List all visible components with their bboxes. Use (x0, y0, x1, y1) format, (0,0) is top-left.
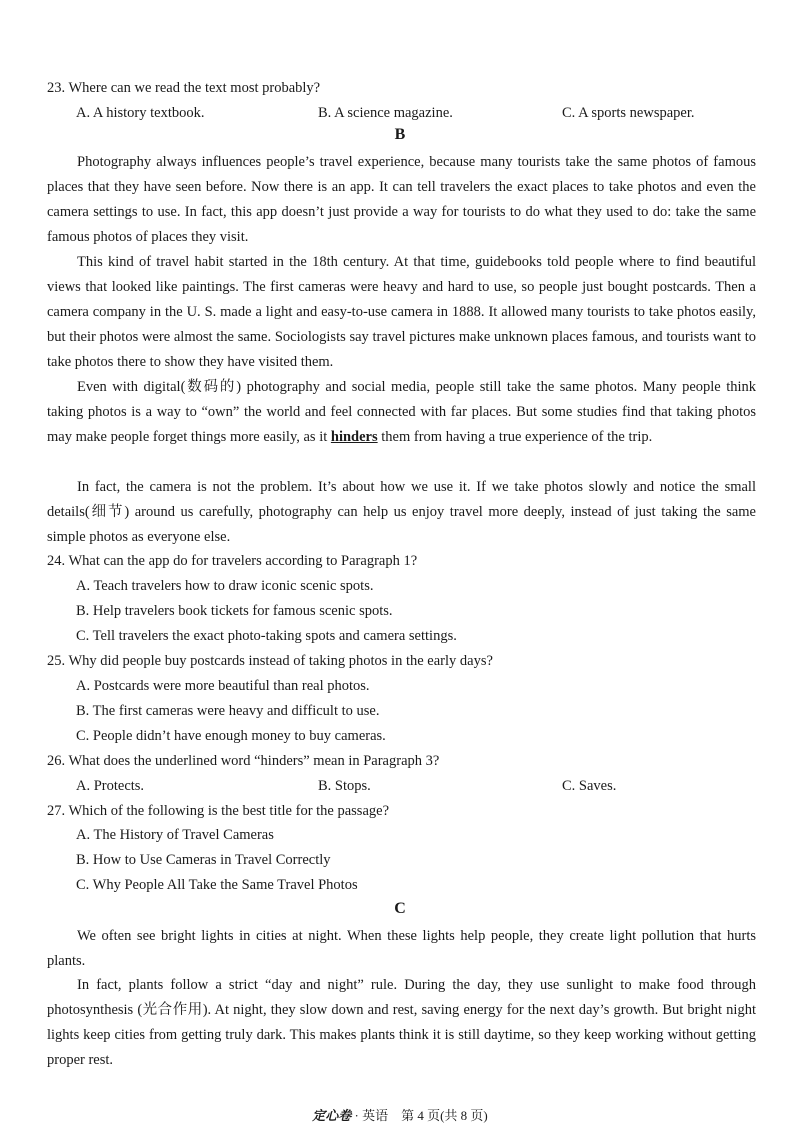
q27-option-a: A. The History of Travel Cameras (76, 827, 274, 843)
p3-text-before: Even with digital(数码的) photography and social media, people still take the same photos. Many people think taking photos is a way to “own” the world and feel connected with far places. But some studies find that taking photos may make people forget things more easily, as it (47, 379, 756, 445)
passage-b-paragraph-4: In fact, the camera is not the problem. It’s about how we use it. If we take photos slowly and notice the small details(细节) around us carefully, photography can help us enjoy travel more deeply, instead of just taking the same simple photos as everyone else. (47, 479, 756, 545)
footer-brand: 定心卷 (312, 1108, 352, 1123)
passage-c-paragraph-2: In fact, plants follow a strict “day and night” rule. During the day, they use sunlight to make food through photosynthesis (光合作用). At night, they slow down and rest, saving energy for the next day’s growth. But bright night lights keep cities from getting truly dark. This makes plants think it is still daytime, so they keep working without getting proper rest. (47, 977, 756, 1068)
q23-stem: 23. Where can we read the text most probably? (47, 80, 321, 96)
passage-b-paragraph-1: Photography always influences people’s travel experience, because many tourists take the same photos of famous places that they have seen before. Now there is an app. It can tell travelers the exact places to take photos and even the camera settings to use. In fact, this app doesn’t just provide a way for tourists to do what they used to do: take the same famous photos of places they visit. (47, 154, 756, 245)
page-footer (0, 1105, 800, 1124)
q25-option-c: C. People didn’t have enough money to buy cameras. (76, 728, 386, 744)
q23-option-b: B. A science magazine. (318, 105, 453, 121)
section-c-heading: C (394, 900, 406, 917)
passage-c-paragraph-1: We often see bright lights in cities at night. When these lights help people, they create light pollution that hurts plants. (47, 928, 756, 969)
q27-option-b: B. How to Use Cameras in Travel Correctly (76, 852, 331, 868)
q25-option-b: B. The first cameras were heavy and difficult to use. (76, 703, 380, 719)
q25-option-a: A. Postcards were more beautiful than real photos. (76, 678, 370, 694)
q24-option-b: B. Help travelers book tickets for famous scenic spots. (76, 603, 393, 619)
q27-option-c: C. Why People All Take the Same Travel Photos (76, 877, 358, 893)
q26-option-a: A. Protects. (76, 778, 145, 794)
underlined-word-hinders: hinders (330, 429, 378, 445)
p3-text-after: them from having a true experience of the trip. (377, 429, 653, 445)
passage-b-paragraph-2: This kind of travel habit started in the 18th century. At that time, guidebooks told people where to find beautiful views that looked like paintings. The first cameras were heavy and hard to use, so people just bought postcards. Then a camera company in the U. S. made a light and easy-to-use camera in 1888. It allowed many tourists to take photos easily, but their photos were almost the same. Sociologists say travel pictures make unknown places famous, and tourists want to take photos there to show they have visited them. (47, 254, 756, 370)
q27-stem: 27. Which of the following is the best title for the passage? (47, 803, 390, 819)
section-b-heading: B (394, 126, 406, 143)
q24-option-a: A. Teach travelers how to draw iconic scenic spots. (76, 578, 374, 594)
footer-page-info: · 英语 第 4 页(共 8 页) (351, 1108, 488, 1123)
passage-b-paragraph-3 (47, 375, 756, 450)
q23-option-c: C. A sports newspaper. (562, 105, 695, 121)
q23-option-a: A. A history textbook. (76, 105, 205, 121)
q26-option-b: B. Stops. (318, 778, 371, 794)
q24-stem: 24. What can the app do for travelers according to Paragraph 1? (47, 553, 418, 569)
q26-stem: 26. What does the underlined word “hinders” mean in Paragraph 3? (47, 753, 440, 769)
q26-option-c: C. Saves. (562, 778, 617, 794)
q25-stem: 25. Why did people buy postcards instead of taking photos in the early days? (47, 653, 493, 669)
q24-option-c: C. Tell travelers the exact photo-taking spots and camera settings. (76, 628, 457, 644)
